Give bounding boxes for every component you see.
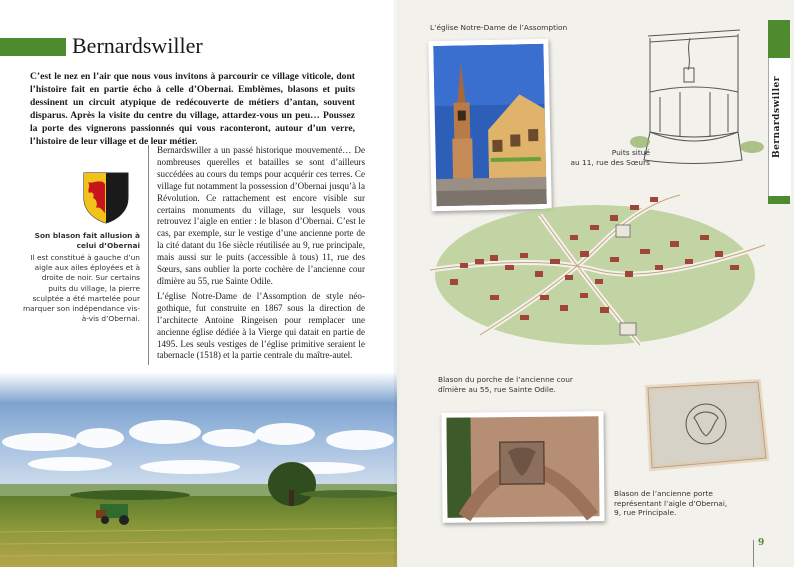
page-number-rule	[753, 540, 754, 567]
well-caption	[560, 148, 650, 167]
side-tab-accent-bar	[768, 20, 790, 60]
title-accent-bar	[0, 38, 66, 56]
eagle-caption-line: 9, rue Principale.	[614, 508, 677, 518]
well-caption-line: au 11, rue des Sœurs	[570, 157, 650, 167]
body-paragraph: L’église Notre-Dame de l’Assomption de style néo-gothique, fut construite en 1867 sous la direction de l’architecte Antoine Ringeisen pour remplacer une ancienne église dédiée à la Vierge qui datait en partie de 1495. Les seuls vestiges de l’église primitive seraient le tabernacle (1518) et la partie centrale du maître-autel.	[157, 290, 365, 361]
well-sketch-illustration	[620, 22, 770, 167]
porch-caption-line: Blason du porche de l’ancienne cour	[438, 375, 573, 384]
side-tab-accent-bottom	[768, 196, 790, 204]
coat-of-arms-caption-title: Son blason fait allusion à celui d’Obernai	[34, 231, 140, 250]
coat-of-arms-caption-text: Il est constitué à gauche d’un aigle aux ailes éployées et à droite de noir. Sur certains puits du village, la pierre sculptée a été martelée pour marquer son indépendance vis-à-vis d’Obernai.	[22, 253, 140, 324]
well-caption-line: Puits situé	[611, 148, 650, 157]
page-gutter	[394, 0, 400, 567]
body-text-column	[148, 145, 365, 365]
village-map-illustration	[420, 175, 770, 365]
body-paragraph: Bernardswiller a un passé historique mouvementé… De nombreuses querelles et batailles se sont d’ailleurs succédées au cours du temps pour acquérir ces terres. Ce village fut notamment la possession d’Obernai jusqu’à la Révolution. Ce rattachement est encore visible sur certains monuments du village, sur lesquels vous retrouvez l’aigle en entier : le blason d’Obernai. C’est le cas, par exemple, sur le vestige d’une ancienne porte de la cité datant du 16e siècle réutilisée au 9, rue principale, mais aussi sur le puits (accessible à tous) 11, rue des Sœurs, sans oublier la porte cochère de l’ancienne cour dîmière au 55, rue Sainte Odile.	[157, 145, 365, 286]
vineyard-landscape-photo	[0, 372, 397, 567]
eagle-caption-line: Blason de l’ancienne porte	[614, 489, 713, 498]
porch-coat-of-arms-photo	[441, 411, 604, 523]
church-photo-caption: L’église Notre-Dame de l’Assomption	[430, 23, 568, 32]
eagle-caption	[614, 489, 764, 518]
page-number: 9	[758, 538, 765, 548]
side-tab-label: Bernardswiller	[772, 76, 782, 159]
coat-of-arms-icon	[83, 172, 129, 224]
porch-caption-line: dîmière au 55, rue Sainte Odile.	[438, 384, 556, 394]
intro-paragraph: C’est le nez en l’air que nous vous invitons à parcourir ce village viticole, dont l’histoire fait en partie écho à celle d’Obernai. Emblèmes, blasons et puits dessinent un circuit atypique de redécouverte de métiers d’antan, souvent disparus. Après la visite du centre du village, attardez-vous un peu… Poussez la porte des vignerons passionnés qui vous raconteront, autour d’un verre, l’histoire de leur village et de leur métier.	[30, 71, 355, 147]
stone-eagle-sketch	[640, 378, 770, 473]
porch-caption	[438, 375, 588, 394]
eagle-caption-line: représentant l’aigle d’Obernai,	[614, 498, 728, 508]
page-title: Bernardswiller	[72, 33, 203, 58]
